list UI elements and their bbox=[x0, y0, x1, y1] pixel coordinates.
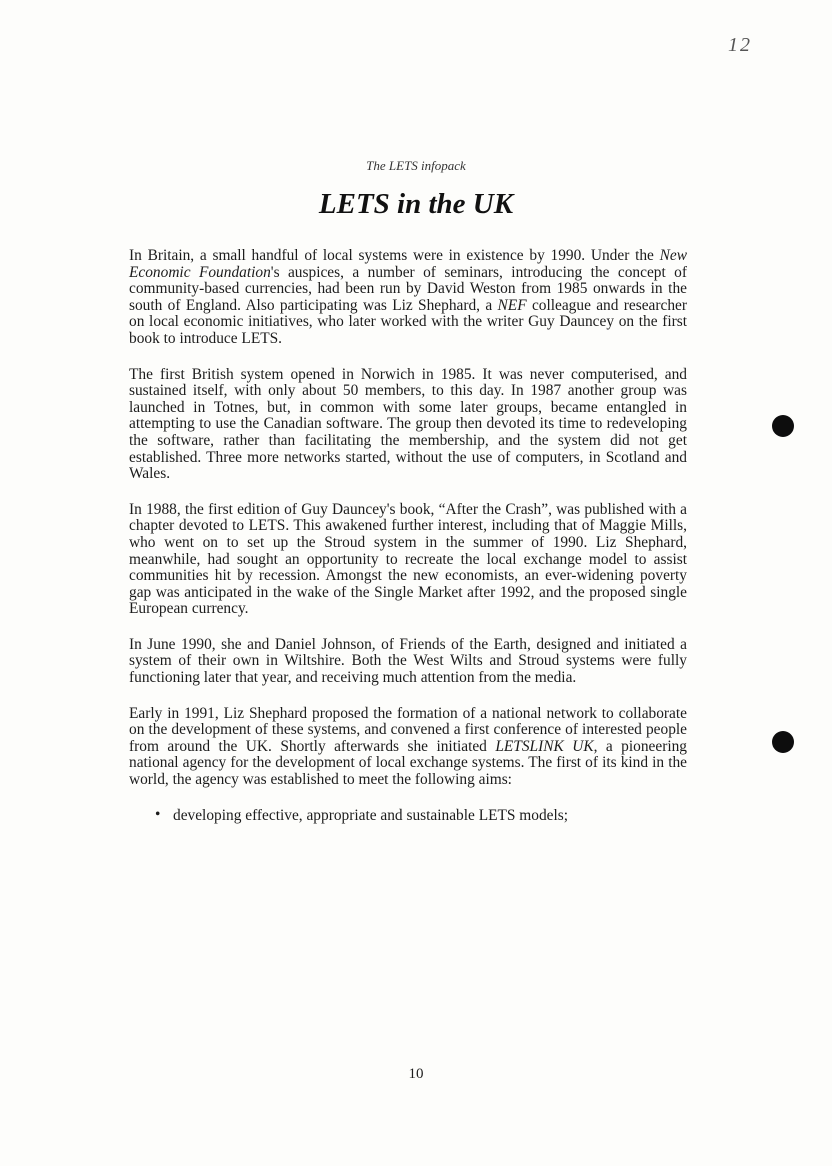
handwritten-page-mark: 12 bbox=[728, 34, 752, 56]
emphasis-nef: NEF bbox=[497, 296, 527, 314]
paragraph-3: In 1988, the first edition of Guy Dauncey's book, “After the Crash”, was published with a chapter devoted to LETS. This awakened further interest, including that of Maggie Mills, who went on to set up the Stroud system in the summer of 1990. Liz Shephard, meanwhile, had sought an opportunity to recreate the local exchange model to assist communities hit by recession. Amongst the new economists, an ever-widening poverty gap was anticipated in the wake of the Single Market after 1992, and the proposed single European currency. bbox=[129, 500, 687, 618]
aims-list bbox=[129, 808, 687, 825]
paragraph-4: In June 1990, she and Daniel Johnson, of Friends of the Earth, designed and initiated a system of their own in Wiltshire. Both the West Wilts and Stroud systems were fully functioning later that year, and receiving much attention from the media. bbox=[129, 635, 687, 687]
paragraph-2: The first British system opened in Norwich in 1985. It was never computerised, and sustained itself, with only about 50 members, to this day. In 1987 another group was launched in Totnes, but, in common with some later groups, became entangled in attempting to use the Canadian software. The group then devoted its time to redeveloping the software, rather than facilitating the membership, and the system did not get established. Three more networks started, without the use of computers, in Scotland and Wales. bbox=[129, 365, 687, 483]
paragraph-1: In Britain, a small handful of local systems were in existence by 1990. Under the New Economic Foundation's auspices, a number of seminars, introducing the concept of community-based currencies, had been run by David Weston from 1985 onwards in the south of England. Also participating was Liz Shephard, a NEF colleague and researcher on local economic initiatives, who later worked with the writer Guy Dauncey on the first book to introduce LETS. bbox=[129, 247, 687, 347]
page-number: 10 bbox=[408, 1066, 424, 1082]
paragraph-5: Early in 1991, Liz Shephard proposed the formation of a national network to collaborate on the development of these systems, and convened a first conference of interested people from around the UK. Shortly afterwards she initiated LETSLINK UK, a pioneering national agency for the development of local exchange systems. The first of its kind in the world, the agency was established to meet the following aims: bbox=[129, 704, 687, 789]
running-header: The LETS infopack bbox=[366, 158, 466, 173]
punch-hole-icon bbox=[772, 731, 794, 753]
emphasis-new-economic-foundation: New Economic Foundation bbox=[129, 247, 687, 281]
punch-hole-icon bbox=[772, 415, 794, 437]
emphasis-letslink-uk: LETSLINK UK bbox=[495, 737, 594, 755]
page-title: LETS in the UK bbox=[318, 188, 514, 220]
body-text bbox=[129, 248, 687, 824]
list-item: • developing effective, appropriate and sustainable LETS models; bbox=[173, 808, 687, 825]
